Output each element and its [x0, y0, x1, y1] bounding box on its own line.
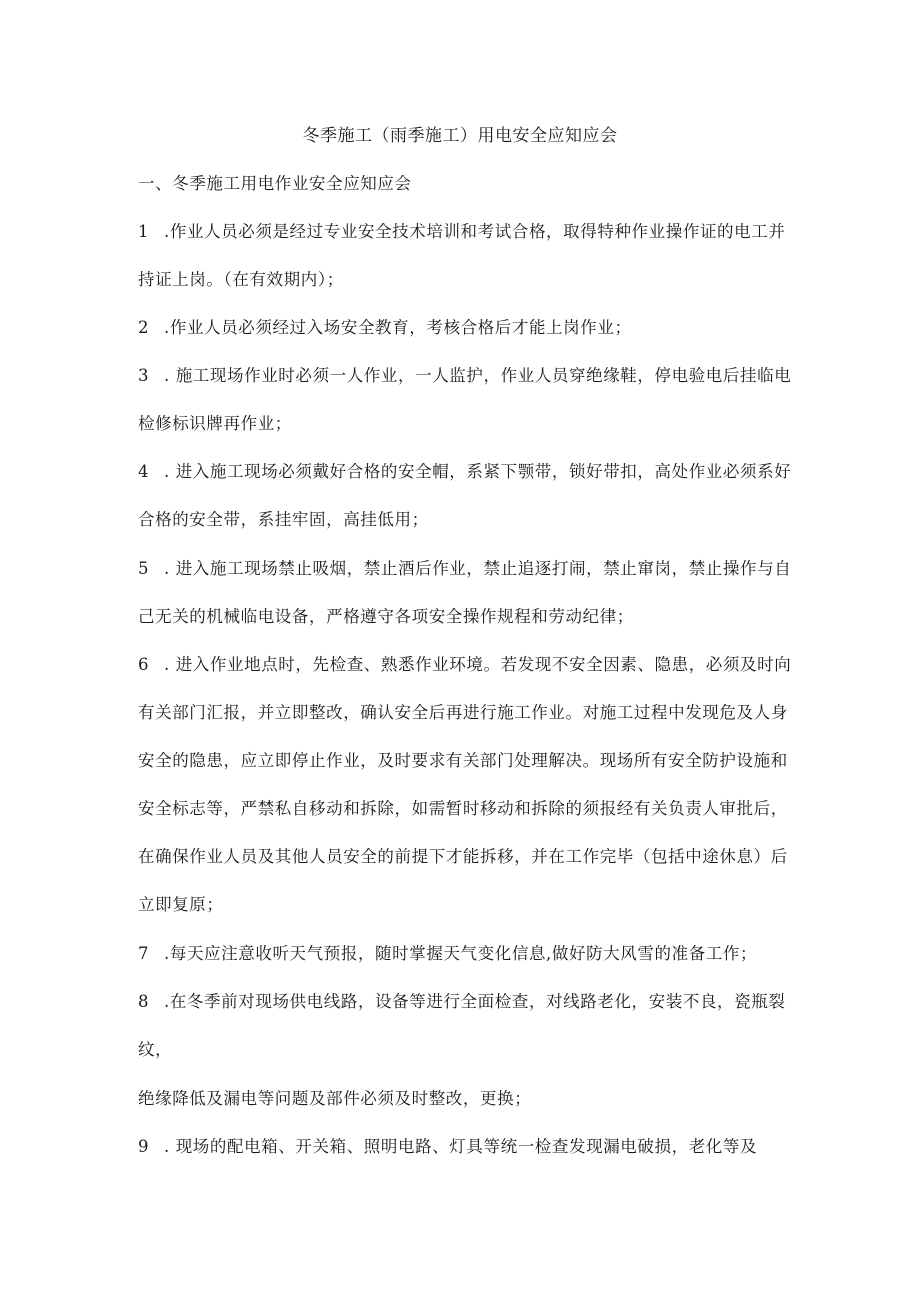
list-item-1-line-1 [138, 220, 785, 244]
list-item-3-line-1 [138, 364, 791, 388]
list-item-3-line-2: 检修标识牌再作业； [138, 414, 292, 433]
item-text: .每天应注意收听天气预报，随时掌握天气变化信息,做好防大风雪的准备工作； [164, 944, 758, 963]
list-item-8-line-1 [138, 990, 785, 1014]
item-text: . 现场的配电箱、开关箱、照明电路、灯具等统一检查发现漏电破损，老化等及 [164, 1137, 758, 1156]
item-number: 9 [138, 1137, 150, 1156]
item-text: .作业人员必须是经过专业安全技术培训和考试合格，取得特种作业操作证的电工并 [164, 222, 786, 241]
section-heading: 一、冬季施工用电作业安全应知应会 [138, 174, 412, 193]
list-item-6-line-3: 安全的隐患，应立即停止作业，及时要求有关部门处理解决。现场所有安全防护设施和 [138, 751, 788, 770]
list-item-6-line-4: 安全标志等，严禁私自移动和拆除，如需暂时移动和拆除的须报经有关负责人审批后， [138, 799, 788, 818]
item-number: 5 [138, 559, 150, 578]
item-text: . 进入施工现场禁止吸烟，禁止酒后作业，禁止追逐打闹，禁止窜岗，禁止操作与自 [164, 559, 792, 578]
list-item-5-line-2: 己无关的机械临电设备，严格遵守各项安全操作规程和劳动纪律； [138, 607, 634, 626]
item-text: . 进入作业地点时，先检查、熟悉作业环境。若发现不安全因素、隐患，必须及时向 [164, 655, 792, 674]
list-item-6-line-5: 在确保作业人员及其他人员安全的前提下才能拆移，并在工作完毕（包括中途休息）后 [138, 847, 788, 866]
list-item-6-line-6: 立即复原； [138, 895, 224, 914]
item-text: . 施工现场作业时必须一人作业，一人监护，作业人员穿绝缘鞋，停电验电后挂临电 [164, 366, 792, 385]
list-item-1-line-2: 持证上岗。（在有效期内）； [138, 270, 344, 289]
list-item-2-line-1 [138, 316, 632, 340]
item-number: 1 [138, 222, 150, 241]
list-item-4-line-2: 合格的安全带，系挂牢固，高挂低用； [138, 510, 429, 529]
item-number: 6 [138, 655, 150, 674]
list-item-4-line-1 [138, 460, 791, 484]
list-item-7-line-1 [138, 942, 757, 966]
item-text: . 进入施工现场必须戴好合格的安全帽，系紧下颚带，锁好带扣，高处作业必须系好 [164, 462, 792, 481]
list-item-9-line-1 [138, 1135, 757, 1159]
item-number: 8 [138, 992, 150, 1011]
list-item-6-line-1 [138, 653, 791, 677]
list-item-6-line-2: 有关部门汇报，并立即整改，确认安全后再进行施工作业。对施工过程中发现危及人身 [138, 703, 788, 722]
item-number: 3 [138, 366, 150, 385]
item-number: 7 [138, 944, 150, 963]
item-number: 2 [138, 318, 150, 337]
list-item-8-line-2: 纹， [138, 1040, 173, 1059]
item-text: .作业人员必须经过入场安全教育，考核合格后才能上岗作业； [164, 318, 632, 337]
document-title: 冬季施工（雨季施工）用电安全应知应会 [302, 126, 618, 146]
list-item-5-line-1 [138, 557, 791, 581]
list-item-8-line-3: 绝缘降低及漏电等问题及部件必须及时整改，更换； [138, 1089, 532, 1108]
item-text: .在冬季前对现场供电线路，设备等进行全面检查，对线路老化，安装不良，瓷瓶裂 [164, 992, 786, 1011]
item-number: 4 [138, 462, 150, 481]
